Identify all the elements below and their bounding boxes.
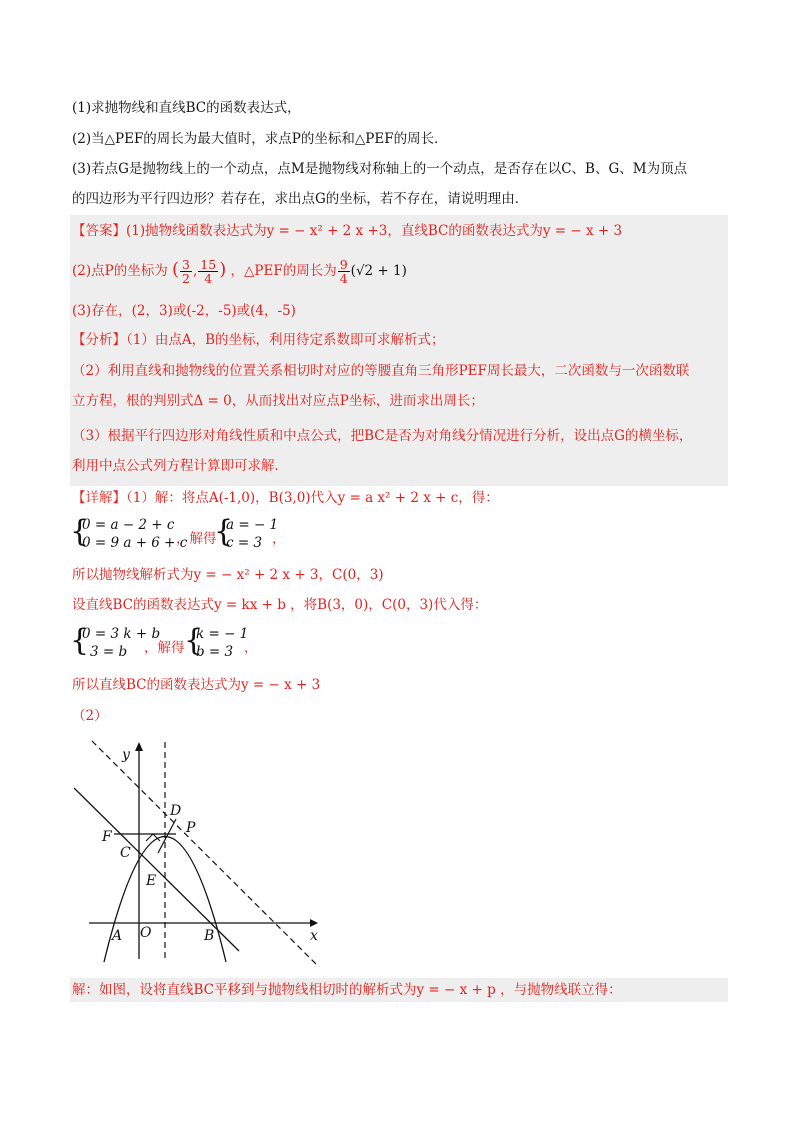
detail-intro: 【详解】（1）解：将点A(-1,0)，B(3,0)代入y = a x² + 2 x + c，得：: [72, 490, 499, 506]
answer-2-y-frac: [198, 258, 218, 285]
answer-2-perim-tail: (√2 + 1): [350, 263, 407, 279]
brace: {: [70, 514, 90, 549]
sys2-eq2: 3 = b: [90, 644, 128, 660]
answer-2-mid: ，△PEF的周长为: [230, 263, 337, 279]
right-angle-mark: [146, 834, 160, 841]
equation-system-2: [72, 624, 372, 664]
answer-2-prefix: (2)点P的坐标为: [72, 263, 168, 279]
sys2-sol1: k = − 1: [196, 626, 249, 642]
detail-parabola: 所以抛物线解析式为y = − x² + 2 x + 3，C(0，3): [72, 567, 384, 583]
equation-system-1: [72, 515, 372, 555]
question-2: (2)当△PEF的周长为最大值时，求点P的坐标和△PEF的周长．: [72, 131, 448, 147]
brace: {: [214, 514, 234, 549]
question-3-line-2: 的四边形为平行四边形？若存在，求出点G的坐标，若不存在，请说明理由．: [72, 191, 529, 207]
label-p: P: [186, 820, 196, 836]
sys1-end: ，: [272, 531, 286, 547]
frac-num: 9: [339, 257, 348, 272]
sys2-sol2: b = 3: [196, 644, 234, 660]
analysis-2-line-2: 立方程，根的判别式Δ = 0，从而找出对应点P坐标，进而求出周长；: [72, 393, 484, 409]
y-axis-arrow: [135, 742, 143, 751]
sys2-mid: ，解得: [144, 640, 185, 656]
coordinate-figure: [74, 737, 324, 967]
question-1: (1)求抛物线和直线BC的函数表达式，: [72, 100, 301, 116]
segment-pe: [158, 819, 176, 853]
analysis-3-line-2: 利用中点公式列方程计算即可求解．: [72, 458, 288, 474]
frac-den: 4: [339, 271, 348, 286]
sys1-eq1: 0 = a − 2 + c: [82, 517, 175, 533]
answer-1: 【答案】(1)抛物线函数表达式为y = − x² + 2 x +3，直线BC的函数表达式为y = − x + 3: [72, 223, 623, 239]
frac-num: 3: [182, 257, 190, 272]
sys1-eq2: 0 = 9 a + 6 + c: [82, 535, 188, 551]
label-e: E: [146, 873, 157, 889]
sys1-sol1: a = − 1: [226, 517, 279, 533]
analysis-2-line-1: （2）利用直线和抛物线的位置关系相切时对应的等腰直角三角形PEF周长最大，二次函数与一次函数联: [72, 363, 690, 379]
answer-3: (3)存在，(2，3)或(-2，-5)或(4，-5): [72, 303, 296, 319]
analysis-3-line-1: （3）根据平行四边形对角线性质和中点公式，把BC是否为对角线分情况进行分析，设出点G的横坐标，: [72, 428, 693, 444]
label-d: D: [170, 803, 182, 819]
answer-2-perim-frac: [338, 258, 350, 285]
line-bc: [74, 788, 239, 951]
sys1-sol2: c = 3: [226, 535, 263, 551]
label-x: x: [310, 928, 318, 944]
label-a: A: [112, 928, 123, 944]
answer-2: (2)点P的坐标为 ( $\frac{3}{2}$ , $\frac{15}{4}$ ) ，△PEF的周长为 $\frac{9}{4}$ (√2 + 1): [72, 257, 407, 286]
label-c: C: [120, 845, 131, 861]
brace: {: [70, 623, 90, 658]
detail-part-2-solution: 解：如图，设将直线BC平移到与抛物线相切时的解析式为y = − x + p ，与抛物线联立得：: [72, 982, 622, 998]
detail-line-result: 所以直线BC的函数表达式为y = − x + 3: [72, 677, 321, 693]
figure-svg: [74, 737, 324, 967]
label-o: O: [140, 925, 152, 941]
label-y: y: [122, 747, 130, 763]
analysis-1: 【分析】（1）由点A，B的坐标，利用待定系数即可求解析式；: [72, 332, 445, 348]
sys2-eq1: 0 = 3 k + b: [82, 626, 161, 642]
label-f: F: [102, 829, 112, 845]
detail-line-setup: 设直线BC的函数表达式y = kx + b ，将B(3，0)，C(0，3)代入得：: [72, 597, 488, 613]
detail-part-2: （2）: [72, 708, 108, 724]
question-3-line-1: (3)若点G是抛物线上的一个动点，点M是抛物线对称轴上的一个动点，是否存在以C、B、G、M为顶点: [72, 161, 688, 177]
sys1-mid: ，解得: [176, 531, 217, 547]
frac-num: 15: [200, 257, 217, 272]
x-axis-arrow: [310, 919, 318, 927]
frac-den: 2: [182, 271, 190, 286]
label-b: B: [204, 928, 215, 944]
frac-den: 4: [204, 271, 213, 286]
sys2-end: ，: [244, 640, 258, 656]
brace: {: [184, 623, 204, 658]
answer-2-x-frac: [180, 258, 192, 285]
